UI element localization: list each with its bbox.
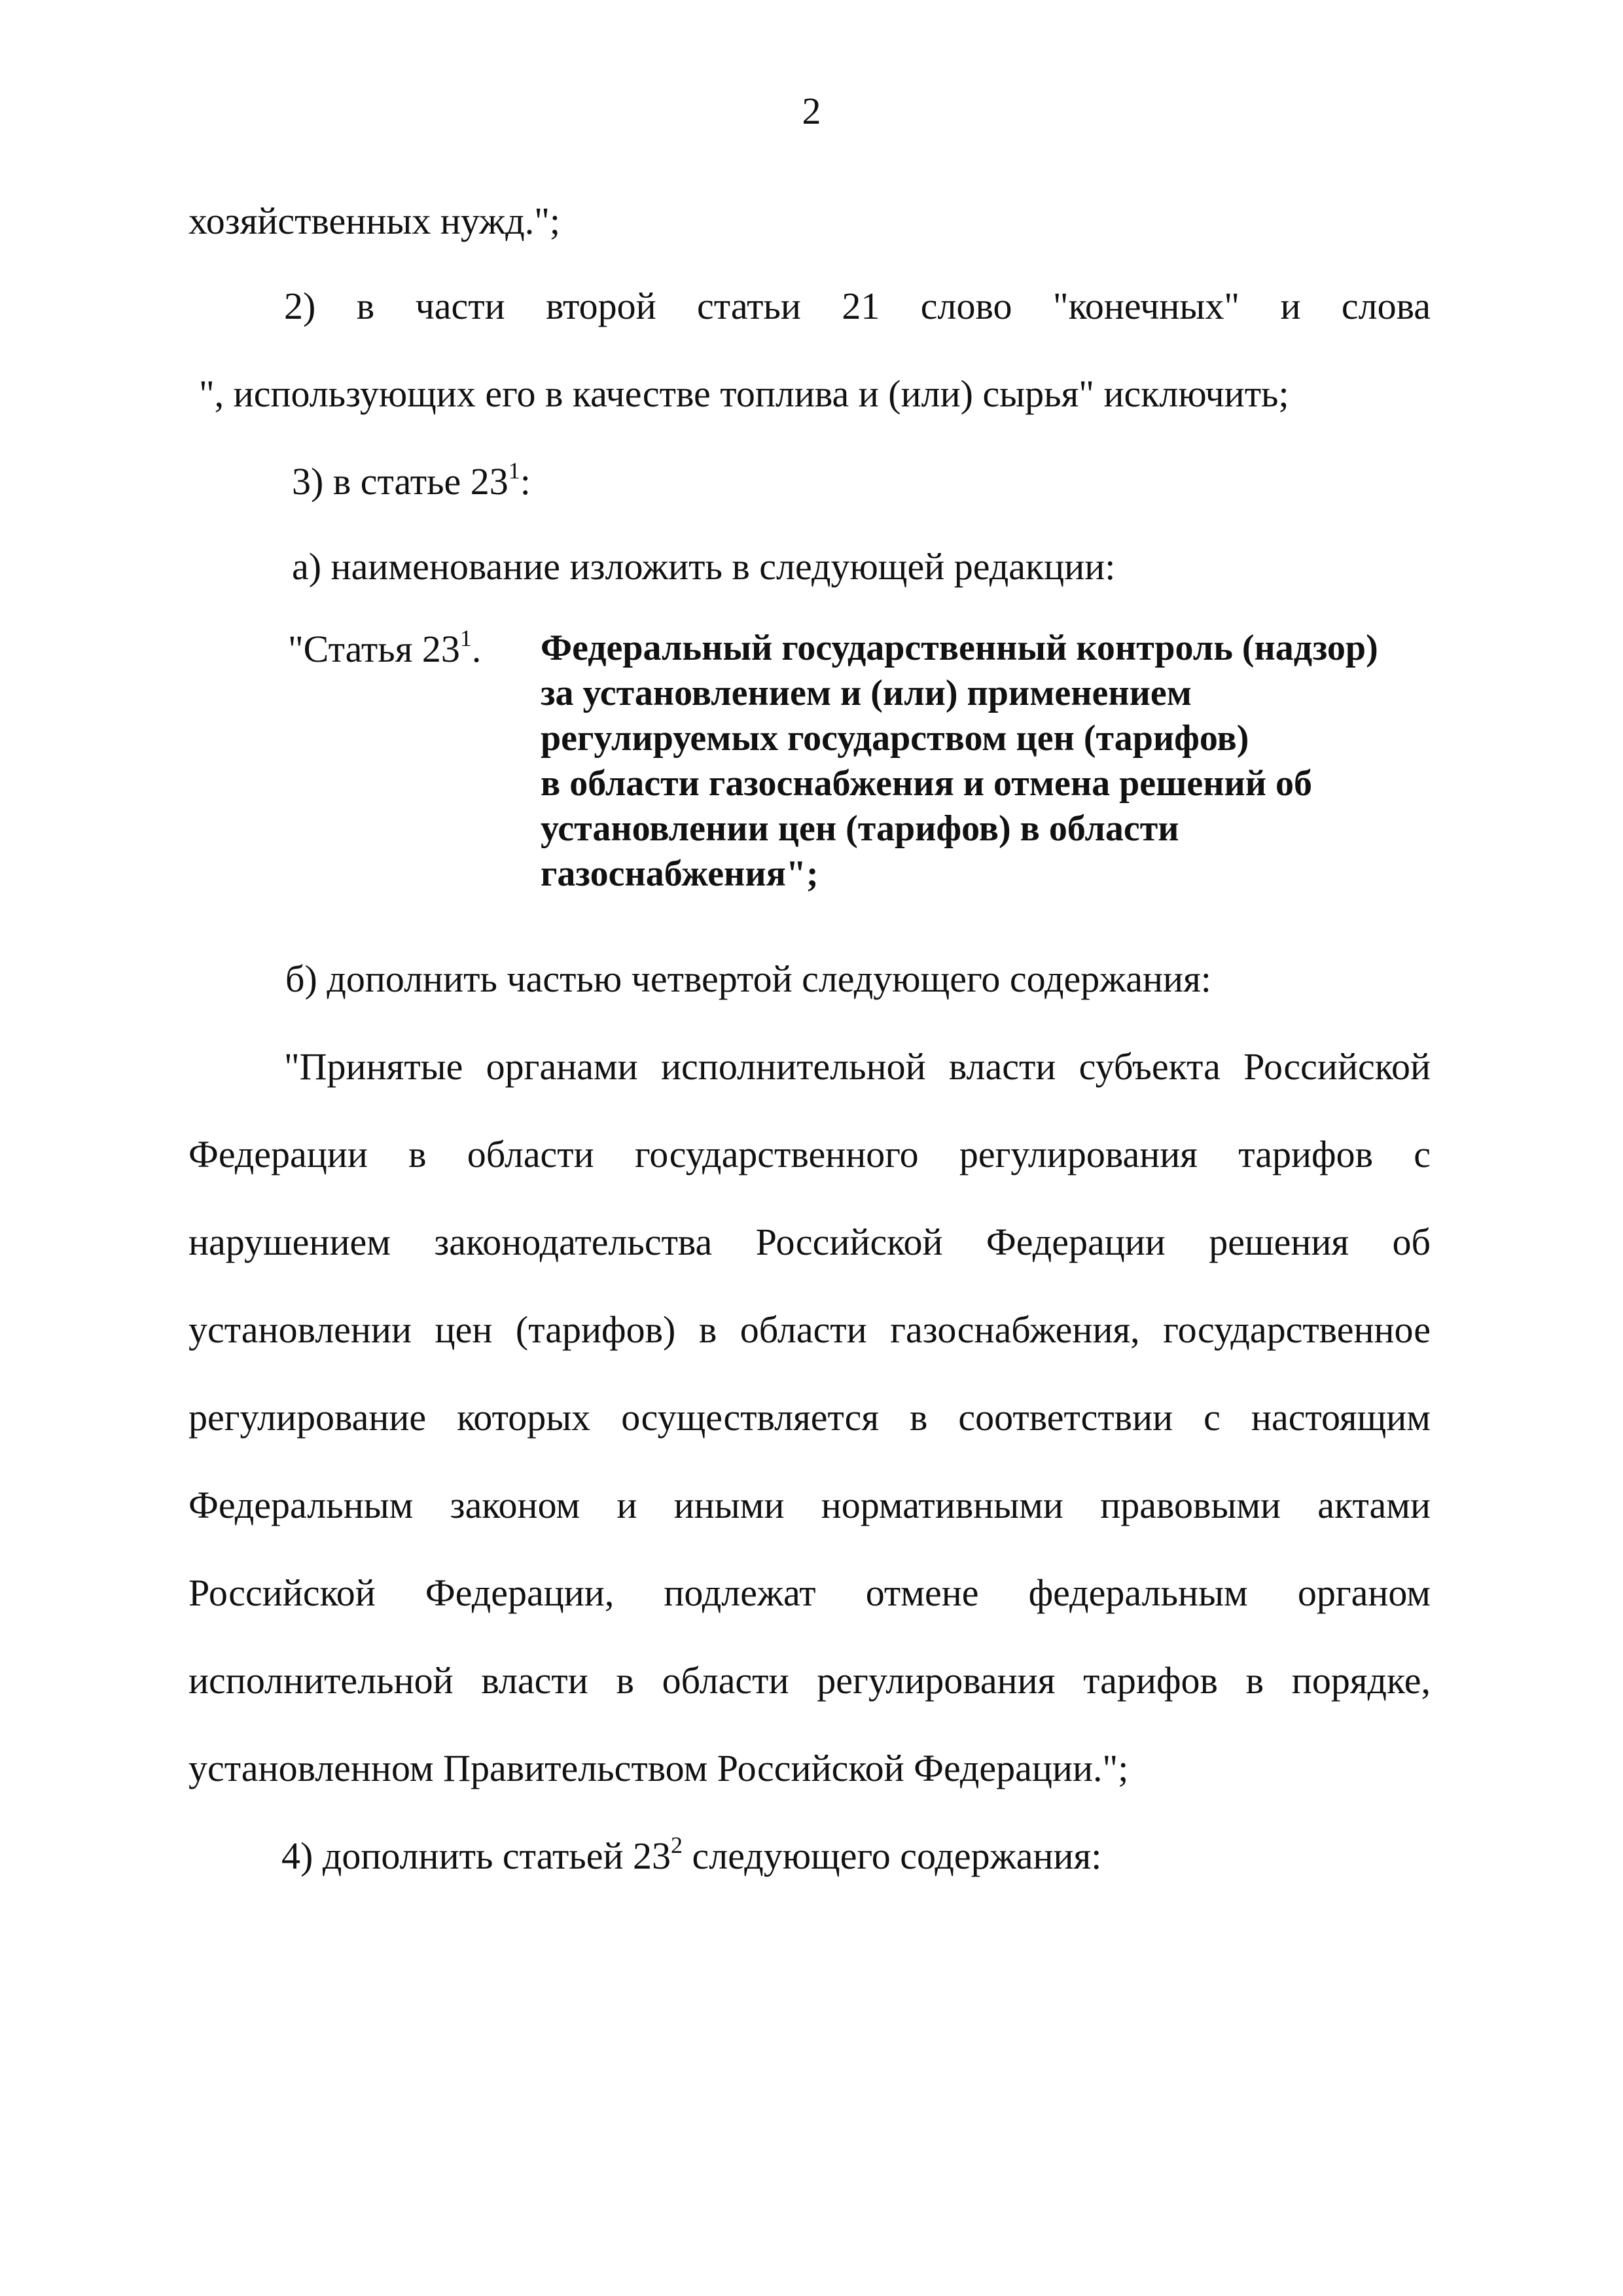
article-title-line: установлении цен (тарифов) в области [541, 808, 1179, 849]
paragraph-item-a: а) наименование изложить в следующей редакции: [292, 545, 1116, 588]
article-title-line: Федеральный государственный контроль (надзор) [541, 628, 1378, 668]
paragraph-line: ", использующих его в качестве топлива и (или) сырья" исключить; [199, 372, 1289, 415]
quote-line: Федеральным законом и иными нормативными правовыми актами [188, 1484, 1431, 1526]
paragraph-item-3 [292, 456, 531, 508]
page-number: 2 [802, 90, 821, 132]
item-4-rest: следующего содержания: [683, 1835, 1102, 1877]
quote-line: "Принятые органами исполнительной власти субъекта Российской [284, 1045, 1431, 1088]
quote-line: Российской Федерации, подлежат отмене федеральным органом [188, 1571, 1431, 1614]
article-title-line: в области газоснабжения и отмена решений об [541, 763, 1313, 804]
article-title-line: регулируемых государством цен (тарифов) [541, 718, 1249, 759]
article-label [288, 623, 481, 675]
item-4-text: 4) дополнить статьей 23 [281, 1835, 671, 1877]
item-3-colon: : [520, 460, 531, 503]
quote-line-last: установленном Правительством Российской Федерации."; [188, 1747, 1129, 1789]
paragraph-item-4 [281, 1830, 1101, 1882]
superscript: 1 [508, 457, 520, 484]
article-title-line: за установлением и (или) применением [541, 673, 1192, 713]
paragraph-item-2: 2) в части второй статьи 21 слово "конечных" и слова [284, 285, 1431, 327]
paragraph-item-b: б) дополнить частью четвертой следующего содержания: [285, 958, 1211, 1000]
quote-line: нарушением законодательства Российской Федерации решения об [188, 1221, 1431, 1263]
paragraph-line: хозяйственных нужд."; [188, 200, 560, 242]
superscript: 1 [459, 625, 472, 651]
article-label-dot: . [471, 628, 482, 670]
quote-line: установлении цен (тарифов) в области газоснабжения, государственное [188, 1308, 1431, 1351]
item-3-text: 3) в статье 23 [292, 460, 508, 503]
quote-line: исполнительной власти в области регулирования тарифов в порядке, [188, 1659, 1431, 1702]
article-title [541, 626, 1457, 897]
quote-line: Федерации в области государственного регулирования тарифов с [188, 1133, 1431, 1175]
article-label-text: "Статья 23 [288, 628, 460, 670]
quote-line: регулирование которых осуществляется в соответствии с настоящим [188, 1396, 1431, 1439]
article-title-line: газоснабжения"; [541, 853, 819, 894]
superscript: 2 [671, 1832, 683, 1858]
